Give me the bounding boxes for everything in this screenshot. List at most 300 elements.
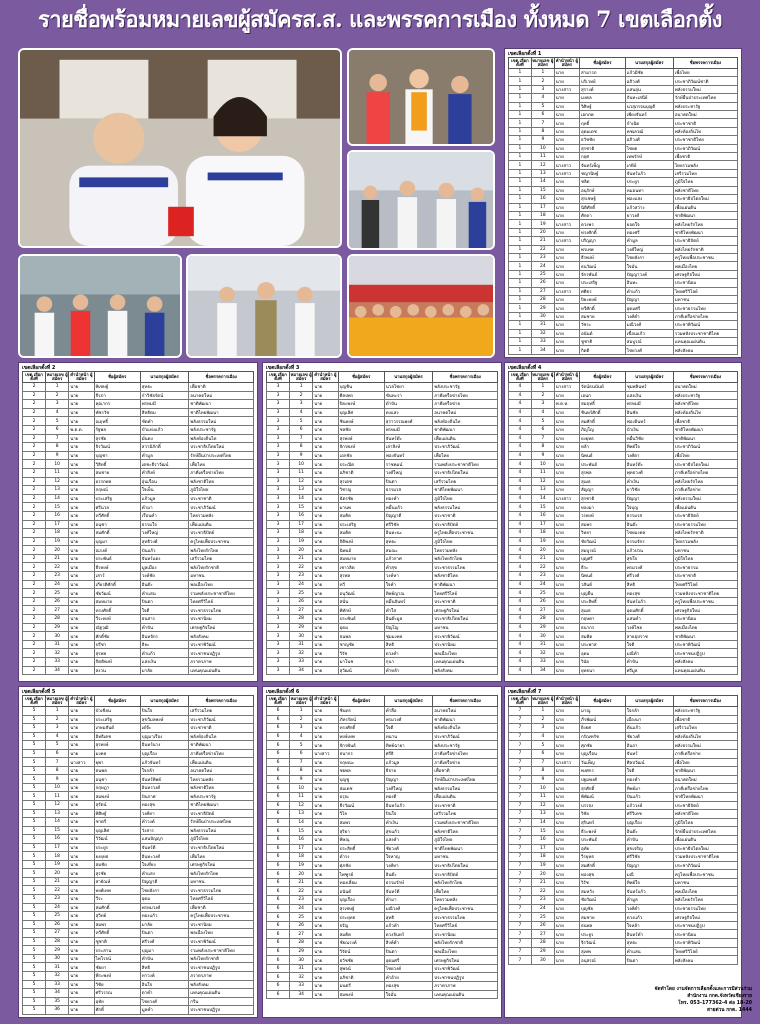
cell-first-name: เกษมสันต์ (94, 724, 140, 733)
cell-last-name: นวสุภรจนบุญดี (625, 102, 673, 110)
cell-number: 15 (290, 503, 313, 512)
cell-last-name: สุขเจริญ (625, 844, 673, 853)
cell-party: ไทยรวมพลัง (673, 537, 737, 546)
table-row (23, 852, 254, 861)
cell-prefix: นาย (69, 520, 94, 529)
cell-prefix: นาย (69, 792, 94, 801)
table-row (509, 237, 738, 245)
cell-first-name: ประเสริฐ (338, 520, 384, 529)
cell-number: 9 (46, 451, 69, 460)
cell-number: 30 (531, 312, 554, 320)
cell-district: 4 (509, 443, 532, 452)
cell-party: เสรีรวมไทย (673, 169, 737, 177)
cell-district: 5 (23, 724, 46, 733)
district-table-6 (262, 686, 502, 1018)
cell-last-name: ทองสุข (625, 589, 673, 598)
cell-number: 11 (531, 792, 554, 801)
column-header-last: นามสกุลผู้สมัคร (384, 696, 433, 707)
cell-prefix: นางสาว (554, 161, 579, 169)
cell-first-name: นิพนธ์ (579, 572, 625, 581)
cell-prefix: นาย (554, 870, 579, 879)
cell-last-name: แสงเงิน (140, 658, 189, 667)
table-row (23, 649, 254, 658)
cell-last-name: แก้วกาศ (384, 554, 433, 563)
cell-first-name: สุรินทร์ (579, 818, 625, 827)
cell-prefix: นาย (313, 853, 338, 862)
column-header-district: เขต เลือกตั้งที่ (23, 372, 46, 383)
cell-district: 6 (267, 939, 290, 948)
table-row (509, 640, 738, 649)
column-header-party: ชื่อพรรคการเมือง (673, 372, 737, 383)
cell-district: 1 (509, 161, 532, 169)
cell-last-name: เต๋จ๊ะ (140, 724, 189, 733)
cell-district: 2 (23, 383, 46, 392)
cell-party: เสรีรวมไทย (189, 554, 254, 563)
cell-prefix: นาย (69, 801, 94, 810)
cell-prefix: นาย (69, 623, 94, 632)
cell-prefix: นาย (554, 279, 579, 287)
table-row (509, 572, 738, 581)
cell-number: 10 (290, 460, 313, 469)
cell-party: พลังไทยรักไทย (673, 220, 737, 228)
cell-party: พลังไทยรักไทย (433, 554, 498, 563)
cell-number: 7 (531, 434, 554, 443)
cell-district: 6 (267, 707, 290, 716)
cell-party: ประชาภิวัฒน์ (673, 443, 737, 452)
cell-last-name: ปัญโญ (384, 623, 433, 632)
table-row (267, 546, 498, 555)
cell-number: 12 (290, 801, 313, 810)
table-row (267, 658, 498, 667)
cell-party: ภูมิใจไทย (433, 835, 498, 844)
cell-party: พลังชาติไทย (673, 186, 737, 194)
cell-party: ประชาธิปไตยใหม่ (189, 843, 254, 852)
cell-district: 3 (267, 383, 290, 392)
district-table-5 (18, 686, 258, 1018)
cell-last-name: มูลคำ (140, 1006, 189, 1015)
district-label: เขตเลือกตั้งที่ 2 (22, 365, 56, 371)
cell-prefix: นาย (554, 203, 579, 211)
column-header-district: เขต เลือกตั้งที่ (509, 372, 532, 383)
cell-first-name: ภัทรรัตน์ (338, 715, 384, 724)
cell-party: เพื่อแผ่นดิน (673, 835, 737, 844)
cell-first-name: ชินพงษ์ (338, 417, 384, 426)
cell-party: พลังท้องถิ่นไท (433, 724, 498, 733)
cell-number: 7 (290, 434, 313, 443)
cell-district: 2 (23, 460, 46, 469)
cell-district: 1 (509, 178, 532, 186)
cell-number: 22 (290, 887, 313, 896)
cell-district: 4 (509, 580, 532, 589)
cell-district: 7 (509, 861, 532, 870)
cell-last-name: มาลัย (140, 666, 189, 675)
cell-last-name: ทองศรี (625, 228, 673, 236)
cell-number: 34 (531, 666, 554, 675)
cell-last-name: อินชัย (625, 408, 673, 417)
cell-first-name: วิศิษฐ์ (579, 102, 625, 110)
cell-district: 3 (267, 520, 290, 529)
table-row (509, 563, 738, 572)
cell-first-name: ทองเลี่ยม (338, 878, 384, 887)
cell-last-name: อินต๊ะมูล (384, 615, 433, 624)
cell-first-name: กิตติ (579, 346, 625, 354)
photo-visit-officials (186, 254, 342, 358)
cell-last-name: อินต๊ะ (384, 870, 433, 879)
cell-first-name: ไพฑูรย์ (338, 870, 384, 879)
cell-district: 5 (23, 886, 46, 895)
cell-last-name: ชัยวงศ์ (384, 844, 433, 853)
table-row (23, 640, 254, 649)
table-row (509, 827, 738, 836)
cell-party: ภาคีเครือข่ายไทย (433, 749, 498, 758)
cell-district: 3 (267, 572, 290, 581)
cell-district: 5 (23, 707, 46, 716)
cell-district: 6 (267, 741, 290, 750)
cell-party: พลังชาติไทย (189, 783, 254, 792)
cell-number: 23 (531, 572, 554, 581)
cell-district: 1 (509, 287, 532, 295)
cell-number: 4 (290, 408, 313, 417)
cell-number: 20 (46, 546, 69, 555)
cell-district: 3 (267, 632, 290, 641)
cell-district: 5 (23, 766, 46, 775)
cell-party: ไทยศรีวิไลย์ (673, 287, 737, 295)
cell-first-name: สมชาย (94, 468, 140, 477)
table-row (267, 511, 498, 520)
cell-prefix: นาย (313, 494, 338, 503)
cell-prefix: นาย (69, 783, 94, 792)
column-header-first: ชื่อผู้สมัคร (579, 696, 625, 707)
cell-party: ประชาธรรมไทย (433, 563, 498, 572)
cell-number: 12 (531, 477, 554, 486)
cell-prefix: นาย (313, 400, 338, 409)
table-row (509, 546, 738, 555)
table-row (23, 715, 254, 724)
cell-number: 33 (290, 982, 313, 991)
cell-first-name: อุทัย (579, 844, 625, 853)
table-row (267, 878, 498, 887)
cell-number: 8 (531, 127, 554, 135)
table-row (509, 295, 738, 303)
cell-first-name: วิชาญ (338, 486, 384, 495)
cell-prefix: นาย (313, 554, 338, 563)
table-row (23, 826, 254, 835)
cell-district: 7 (509, 758, 532, 767)
cell-last-name: บุญเรือง (140, 749, 189, 758)
cell-district: 7 (509, 844, 532, 853)
cell-prefix: นาย (554, 338, 579, 346)
cell-party: พลังไทยรักไทย (673, 477, 737, 486)
cell-prefix: นาย (554, 597, 579, 606)
cell-first-name: สุเมธ (579, 606, 625, 615)
cell-first-name: กฤษดา (579, 615, 625, 624)
table-row (23, 980, 254, 989)
table-row (23, 572, 254, 581)
cell-party: ประชานิยม (673, 279, 737, 287)
cell-party: ประชาพิวัฒน์ (433, 632, 498, 641)
cell-prefix: นาย (69, 835, 94, 844)
cell-last-name: ไชยลังกา (140, 886, 189, 895)
cell-party: พลังท้องถิ่นไท (433, 417, 498, 426)
cell-first-name: อนุวัฒน์ (338, 589, 384, 598)
table-row (23, 563, 254, 572)
cell-first-name: วัชระ (579, 321, 625, 329)
cell-party: ไทยรวมพลัง (189, 775, 254, 784)
cell-number: 27 (290, 606, 313, 615)
table-row (267, 400, 498, 409)
cell-number: 32 (290, 649, 313, 658)
cell-party: เศรษฐกิจใหม่ (673, 913, 737, 922)
cell-party: ไทยรวมพลัง (433, 546, 498, 555)
cell-prefix: นาย (69, 895, 94, 904)
cell-district: 3 (267, 589, 290, 598)
cell-party: พลังไทยรักไทย (189, 869, 254, 878)
cell-first-name: บุญชู (338, 775, 384, 784)
cell-district: 7 (509, 741, 532, 750)
cell-last-name: ดวงจันทร์ (384, 930, 433, 939)
cell-first-name: ชัยวัฒน์ (579, 896, 625, 905)
cell-party: ชาติพัฒนา (673, 434, 737, 443)
cell-party: เพื่อไทย (673, 451, 737, 460)
cell-last-name: ปัญญา (625, 494, 673, 503)
cell-prefix: นาย (313, 546, 338, 555)
cell-party: ประชาธิปไตยใหม่ (673, 844, 737, 853)
table-row (267, 486, 498, 495)
cell-first-name: สายัณห์ (94, 877, 140, 886)
table-row (23, 912, 254, 921)
cell-district: 5 (23, 954, 46, 963)
cell-district: 7 (509, 921, 532, 930)
cell-last-name: ทองสุข (384, 982, 433, 991)
cell-party: ภาคีเครือข่าย (433, 758, 498, 767)
cell-party: พลเมืองไทย (673, 623, 737, 632)
cell-number: 8 (46, 443, 69, 452)
table-row (509, 203, 738, 211)
cell-number: 15 (46, 503, 69, 512)
cell-first-name: จิรวัฒน์ (94, 443, 140, 452)
cell-party: ภูมิใจไทย (433, 537, 498, 546)
table-row (509, 861, 738, 870)
cell-prefix: นาย (313, 529, 338, 538)
cell-district: 7 (509, 749, 532, 758)
cell-number: 30 (531, 956, 554, 965)
cell-party: ภราดรภาพ (189, 658, 254, 667)
cell-number: 28 (46, 937, 69, 946)
cell-district: 2 (23, 477, 46, 486)
cell-district: 2 (23, 580, 46, 589)
cell-district: 2 (23, 546, 46, 555)
cell-last-name: ศิลปวัฒน์ (625, 758, 673, 767)
cell-first-name: ประสิทธิ์ (338, 844, 384, 853)
cell-first-name: กิติพงษ์ (338, 537, 384, 546)
table-row (267, 732, 498, 741)
cell-last-name: อินถา (625, 741, 673, 750)
cell-prefix: นาย (554, 724, 579, 733)
cell-last-name: กุนา (384, 658, 433, 667)
cell-prefix: นาย (69, 920, 94, 929)
cell-number: 9 (290, 775, 313, 784)
cell-last-name: สุทธะ (625, 939, 673, 948)
cell-number: 34 (46, 989, 69, 998)
cell-number: 30 (46, 632, 69, 641)
cell-first-name: สมพร (94, 920, 140, 929)
cell-district: 7 (509, 827, 532, 836)
cell-prefix: นาย (313, 408, 338, 417)
table-row (267, 468, 498, 477)
cell-first-name: สุรัตน์ (94, 801, 140, 810)
cell-number: 26 (290, 597, 313, 606)
table-row (23, 477, 254, 486)
cell-district: 6 (267, 904, 290, 913)
cell-district: 4 (509, 400, 532, 409)
cell-last-name: มูลเมือง (140, 563, 189, 572)
cell-party: พลังประชารัฐ (189, 425, 254, 434)
table-row (23, 818, 254, 827)
cell-prefix: นาย (69, 971, 94, 980)
cell-district: 6 (267, 913, 290, 922)
cell-number: 10 (46, 460, 69, 469)
district-label: เขตเลือกตั้งที่ 5 (22, 689, 56, 695)
cell-party: ประชาธิปัตย์ (673, 511, 737, 520)
table-row (509, 408, 738, 417)
table-row (267, 930, 498, 939)
cell-party: ครูไทยเพื่อประชาชน (189, 537, 254, 546)
cell-party: อนาคตใหม่ (433, 408, 498, 417)
cell-last-name: คำหล้า (384, 666, 433, 675)
cell-prefix: นาย (554, 554, 579, 563)
cell-first-name: บุญชา (94, 451, 140, 460)
cell-district: 4 (509, 486, 532, 495)
cell-party: เพื่อแผ่นดิน (673, 503, 737, 512)
cell-last-name: ปัญญา (625, 861, 673, 870)
cell-prefix: นาย (313, 724, 338, 733)
cell-party: เพื่อแผ่นดิน (433, 434, 498, 443)
cell-first-name: ยุทธนา (579, 666, 625, 675)
cell-prefix: นาย (313, 741, 338, 750)
table-row (267, 870, 498, 879)
cell-number: 8 (46, 766, 69, 775)
cell-last-name: มณีคำ (625, 649, 673, 658)
cell-district: 3 (267, 417, 290, 426)
cell-last-name: พรมวงศ์ (625, 563, 673, 572)
cell-last-name: ไชยวงศ์ (625, 346, 673, 354)
cell-number: 28 (531, 939, 554, 948)
cell-number: 10 (46, 783, 69, 792)
cell-last-name: คำมูล (625, 896, 673, 905)
column-header-number: หมายเลข ผู้สมัคร (46, 695, 68, 705)
cell-district: 7 (509, 784, 532, 793)
cell-party: มหาชน (673, 546, 737, 555)
cell-prefix: นาย (313, 666, 338, 675)
cell-first-name: พัชรวัช (94, 408, 140, 417)
table-row (509, 94, 738, 102)
cell-party: เพื่อชาติ (189, 383, 254, 392)
cell-number: 22 (290, 563, 313, 572)
table-row (509, 77, 738, 85)
cell-number: 31 (531, 640, 554, 649)
cell-last-name: หมื่นวิชัย (625, 434, 673, 443)
cell-prefix: นาย (69, 1006, 94, 1015)
cell-district: 4 (509, 554, 532, 563)
cell-first-name: ศศิธร (579, 287, 625, 295)
cell-prefix: นาย (313, 623, 338, 632)
cell-first-name: อนุชา (94, 520, 140, 529)
table-row (267, 649, 498, 658)
cell-first-name: อนันต์ (579, 329, 625, 337)
cell-first-name: อภิชาติ (338, 468, 384, 477)
cell-party: พลังท้องถิ่นไท (189, 434, 254, 443)
cell-last-name: มณีวงศ์ (625, 321, 673, 329)
cell-party: ประชาธิปไตยใหม่ (433, 861, 498, 870)
table-row (23, 775, 254, 784)
table-row (509, 921, 738, 930)
cell-district: 4 (509, 417, 532, 426)
cell-first-name: ทรงศักดิ์ (338, 724, 384, 733)
cell-prefix: นาย (554, 537, 579, 546)
table-row (267, 503, 498, 512)
column-header-prefix: คำนำหน้า ผู้สมัคร (314, 695, 337, 705)
cell-prefix: นาย (554, 658, 579, 667)
table-row (23, 632, 254, 641)
cell-number: 19 (290, 537, 313, 546)
cell-number: 1 (531, 69, 554, 77)
table-row (267, 715, 498, 724)
table-row (509, 792, 738, 801)
cell-district: 4 (509, 597, 532, 606)
cell-district: 6 (267, 947, 290, 956)
table-row (509, 245, 738, 253)
cell-prefix: นาย (69, 869, 94, 878)
cell-first-name: สมคิด (338, 529, 384, 538)
cell-number: 4 (531, 732, 554, 741)
cell-first-name: ณรงค์ (94, 546, 140, 555)
cell-prefix: นาย (69, 572, 94, 581)
cell-first-name: ทองมา (579, 503, 625, 512)
cell-prefix: นาย (313, 930, 338, 939)
cell-last-name: มณีวงศ์ (384, 904, 433, 913)
cell-party: ชาติไทยพัฒนา (673, 425, 737, 434)
cell-prefix: นาย (554, 529, 579, 538)
cell-number: 9 (290, 451, 313, 460)
cell-district: 1 (509, 346, 532, 354)
cell-district: 2 (23, 563, 46, 572)
cell-number: 27 (290, 930, 313, 939)
table-row (509, 477, 738, 486)
cell-last-name: อินทร์นาง (140, 741, 189, 750)
cell-number: 25 (531, 270, 554, 278)
cell-district: 3 (267, 425, 290, 434)
table-row (23, 843, 254, 852)
cell-last-name: อุ่นเรือน (140, 477, 189, 486)
column-header-prefix: คำนำหน้า ผู้สมัคร (70, 371, 93, 381)
cell-first-name: ชูชาติ (94, 937, 140, 946)
cell-prefix: นาย (554, 245, 579, 253)
cell-party: พลังไทยรักไทย (673, 896, 737, 905)
table-row (267, 964, 498, 973)
cell-prefix: นาย (69, 809, 94, 818)
cell-number: 1 (290, 707, 313, 716)
cell-first-name: เอกชัย (338, 451, 384, 460)
footer-line: สายด่วน กกต. 1444 (707, 1008, 752, 1013)
table-row (509, 186, 738, 194)
cell-last-name: อินทะวงศ์ (140, 852, 189, 861)
cell-party: พลังชาติไทย (433, 827, 498, 836)
table-row (267, 973, 498, 982)
cell-party: พลังไทยรักชาติ (673, 529, 737, 538)
cell-prefix: นาย (313, 767, 338, 776)
table-row (267, 896, 498, 905)
cell-district: 4 (509, 383, 532, 392)
